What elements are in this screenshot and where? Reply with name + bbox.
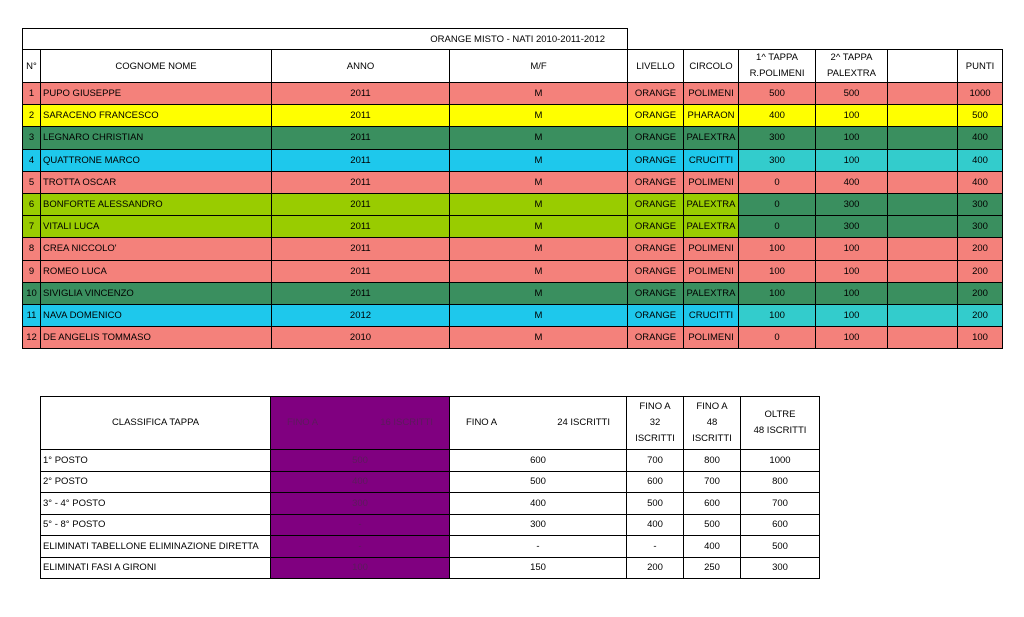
cell-posizione: 5° - 8° POSTO [41,514,271,536]
cell-nome: LEGNARO CHRISTIAN [41,127,272,149]
cell-fino-48: 400 [684,536,741,558]
cell-mf: M [450,327,628,349]
cell-tappa1: 100 [739,282,816,304]
cell-nome: VITALI LUCA [41,216,272,238]
cell-livello: ORANGE [628,105,684,127]
cell-fino-32: - [627,536,684,558]
cell-posizione: 3° - 4° POSTO [41,493,271,515]
title-spacer [628,29,1003,50]
cell-fino-16: - [271,536,450,558]
cell-nome: SARACENO FRANCESCO [41,105,272,127]
header-livello: LIVELLO [628,50,684,83]
cell-n: 7 [23,216,41,238]
points-body [41,450,820,579]
cell-mf: M [450,282,628,304]
cell-fino-48: 500 [684,514,741,536]
cell-livello: ORANGE [628,260,684,282]
cell-anno: 2011 [272,193,450,215]
points-table [40,396,820,579]
cell-fino-24: 600 [450,450,627,472]
cell-tappa1: 500 [739,83,816,105]
cell-n: 12 [23,327,41,349]
cell-oltre-48: 700 [741,493,820,515]
cell-oltre-48: 500 [741,536,820,558]
cell-mf: M [450,238,628,260]
cell-anno: 2011 [272,216,450,238]
cell-tappa1: 0 [739,327,816,349]
cell-circolo: POLIMENI [684,238,739,260]
cell-tappa2: 100 [816,149,888,171]
table-row [23,327,1003,349]
cell-extra [888,83,958,105]
cell-fino-48: 600 [684,493,741,515]
cell-n: 4 [23,149,41,171]
cell-circolo: CRUCITTI [684,149,739,171]
header-fino-32: FINO A 32 ISCRITTI [627,397,684,450]
cell-fino-16: 300 [271,493,450,515]
cell-extra [888,149,958,171]
table-row [41,536,820,558]
cell-punti: 200 [958,282,1003,304]
cell-fino-48: 250 [684,557,741,579]
cell-circolo: CRUCITTI [684,304,739,326]
cell-fino-48: 700 [684,471,741,493]
cell-fino-24: 300 [450,514,627,536]
table-row [41,557,820,579]
header-fino-48: FINO A 48 ISCRITTI [684,397,741,450]
table-row [23,282,1003,304]
table-row [23,193,1003,215]
cell-anno: 2011 [272,105,450,127]
cell-circolo: PALEXTRA [684,282,739,304]
cell-n: 1 [23,83,41,105]
cell-nome: PUPO GIUSEPPE [41,83,272,105]
cell-oltre-48: 800 [741,471,820,493]
cell-anno: 2011 [272,282,450,304]
cell-livello: ORANGE [628,216,684,238]
cell-punti: 300 [958,216,1003,238]
cell-tappa2: 100 [816,327,888,349]
cell-extra [888,327,958,349]
table-row [23,127,1003,149]
cell-extra [888,171,958,193]
cell-nome: DE ANGELIS TOMMASO [41,327,272,349]
cell-extra [888,238,958,260]
cell-n: 10 [23,282,41,304]
cell-tappa1: 300 [739,149,816,171]
header-anno: ANNO [272,50,450,83]
cell-tappa2: 300 [816,193,888,215]
cell-tappa2: 100 [816,282,888,304]
cell-nome: CREA NICCOLO' [41,238,272,260]
cell-nome: ROMEO LUCA [41,260,272,282]
header-row [23,50,1003,83]
cell-tappa1: 100 [739,238,816,260]
header-tappa2: 2^ TAPPA PALEXTRA [816,50,888,83]
cell-circolo: POLIMENI [684,171,739,193]
cell-punti: 200 [958,304,1003,326]
header-mf: M/F [450,50,628,83]
cell-circolo: POLIMENI [684,83,739,105]
cell-livello: ORANGE [628,193,684,215]
cell-livello: ORANGE [628,282,684,304]
cell-tappa1: 0 [739,193,816,215]
cell-punti: 400 [958,127,1003,149]
cell-mf: M [450,171,628,193]
cell-n: 8 [23,238,41,260]
cell-circolo: PALEXTRA [684,193,739,215]
cell-punti: 100 [958,327,1003,349]
cell-punti: 200 [958,260,1003,282]
cell-fino-24: 500 [450,471,627,493]
header-circolo: CIRCOLO [684,50,739,83]
cell-fino-16: 100 [271,557,450,579]
cell-oltre-48: 1000 [741,450,820,472]
cell-fino-24: 150 [450,557,627,579]
points-header-row [41,397,820,450]
cell-mf: M [450,149,628,171]
cell-tappa2: 400 [816,171,888,193]
header-extra [888,50,958,83]
cell-punti: 1000 [958,83,1003,105]
cell-fino-32: 700 [627,450,684,472]
table-row [23,260,1003,282]
table-row [41,450,820,472]
cell-posizione: ELIMINATI FASI A GIRONI [41,557,271,579]
title-row [23,29,1003,50]
standings-table [22,28,1003,349]
cell-mf: M [450,216,628,238]
cell-nome: QUATTRONE MARCO [41,149,272,171]
cell-n: 11 [23,304,41,326]
cell-livello: ORANGE [628,171,684,193]
cell-fino-32: 400 [627,514,684,536]
cell-mf: M [450,105,628,127]
cell-anno: 2011 [272,238,450,260]
cell-punti: 200 [958,238,1003,260]
cell-fino-16: - [271,514,450,536]
cell-punti: 500 [958,105,1003,127]
cell-livello: ORANGE [628,238,684,260]
cell-tappa1: 0 [739,171,816,193]
cell-livello: ORANGE [628,327,684,349]
header-fino-24: FINO A 24 ISCRITTI [450,397,627,450]
cell-tappa1: 300 [739,127,816,149]
table-row [41,514,820,536]
cell-tappa2: 100 [816,304,888,326]
cell-posizione: ELIMINATI TABELLONE ELIMINAZIONE DIRETTA [41,536,271,558]
cell-fino-32: 200 [627,557,684,579]
cell-punti: 400 [958,149,1003,171]
cell-fino-16: 500 [271,450,450,472]
cell-extra [888,127,958,149]
cell-anno: 2011 [272,260,450,282]
cell-fino-48: 800 [684,450,741,472]
cell-fino-24: 400 [450,493,627,515]
cell-n: 2 [23,105,41,127]
cell-oltre-48: 300 [741,557,820,579]
cell-extra [888,105,958,127]
cell-punti: 300 [958,193,1003,215]
table-row [23,83,1003,105]
cell-n: 9 [23,260,41,282]
header-nome: COGNOME NOME [41,50,272,83]
table-row [23,105,1003,127]
cell-extra [888,304,958,326]
table-row [23,238,1003,260]
table-row [23,304,1003,326]
header-classifica: CLASSIFICA TAPPA [41,397,271,450]
header-oltre-48: OLTRE 48 ISCRITTI [741,397,820,450]
cell-mf: M [450,193,628,215]
cell-anno: 2011 [272,149,450,171]
cell-n: 3 [23,127,41,149]
cell-nome: BONFORTE ALESSANDRO [41,193,272,215]
cell-tappa1: 100 [739,304,816,326]
header-n: N° [23,50,41,83]
cell-mf: M [450,304,628,326]
cell-circolo: POLIMENI [684,260,739,282]
cell-anno: 2010 [272,327,450,349]
cell-mf: M [450,83,628,105]
cell-livello: ORANGE [628,149,684,171]
cell-tappa1: 400 [739,105,816,127]
cell-extra [888,193,958,215]
cell-fino-32: 600 [627,471,684,493]
cell-oltre-48: 600 [741,514,820,536]
cell-tappa1: 100 [739,260,816,282]
cell-tappa2: 100 [816,105,888,127]
cell-posizione: 1° POSTO [41,450,271,472]
cell-anno: 2011 [272,83,450,105]
cell-circolo: PALEXTRA [684,216,739,238]
cell-anno: 2011 [272,127,450,149]
cell-livello: ORANGE [628,127,684,149]
cell-fino-24: - [450,536,627,558]
cell-circolo: POLIMENI [684,327,739,349]
table-row [41,471,820,493]
cell-n: 6 [23,193,41,215]
cell-nome: NAVA DOMENICO [41,304,272,326]
cell-tappa2: 100 [816,127,888,149]
header-fino-16: FINO A 16 ISCRITTI [271,397,450,450]
cell-nome: SIVIGLIA VINCENZO [41,282,272,304]
cell-anno: 2011 [272,171,450,193]
cell-mf: M [450,260,628,282]
table-row [23,149,1003,171]
table-title: ORANGE MISTO - NATI 2010-2011-2012 [23,29,628,50]
cell-tappa2: 500 [816,83,888,105]
cell-tappa2: 100 [816,260,888,282]
table-row [23,216,1003,238]
standings-body [23,83,1003,349]
cell-tappa2: 100 [816,238,888,260]
cell-extra [888,216,958,238]
table-row [23,171,1003,193]
header-punti: PUNTI [958,50,1003,83]
table-row [41,493,820,515]
cell-circolo: PALEXTRA [684,127,739,149]
cell-extra [888,282,958,304]
cell-anno: 2012 [272,304,450,326]
cell-n: 5 [23,171,41,193]
cell-extra [888,260,958,282]
cell-fino-16: 400 [271,471,450,493]
cell-fino-32: 500 [627,493,684,515]
cell-tappa2: 300 [816,216,888,238]
cell-circolo: PHARAON [684,105,739,127]
cell-nome: TROTTA OSCAR [41,171,272,193]
cell-posizione: 2° POSTO [41,471,271,493]
cell-livello: ORANGE [628,304,684,326]
cell-mf: M [450,127,628,149]
cell-tappa1: 0 [739,216,816,238]
cell-livello: ORANGE [628,83,684,105]
cell-punti: 400 [958,171,1003,193]
header-tappa1: 1^ TAPPA R.POLIMENI [739,50,816,83]
